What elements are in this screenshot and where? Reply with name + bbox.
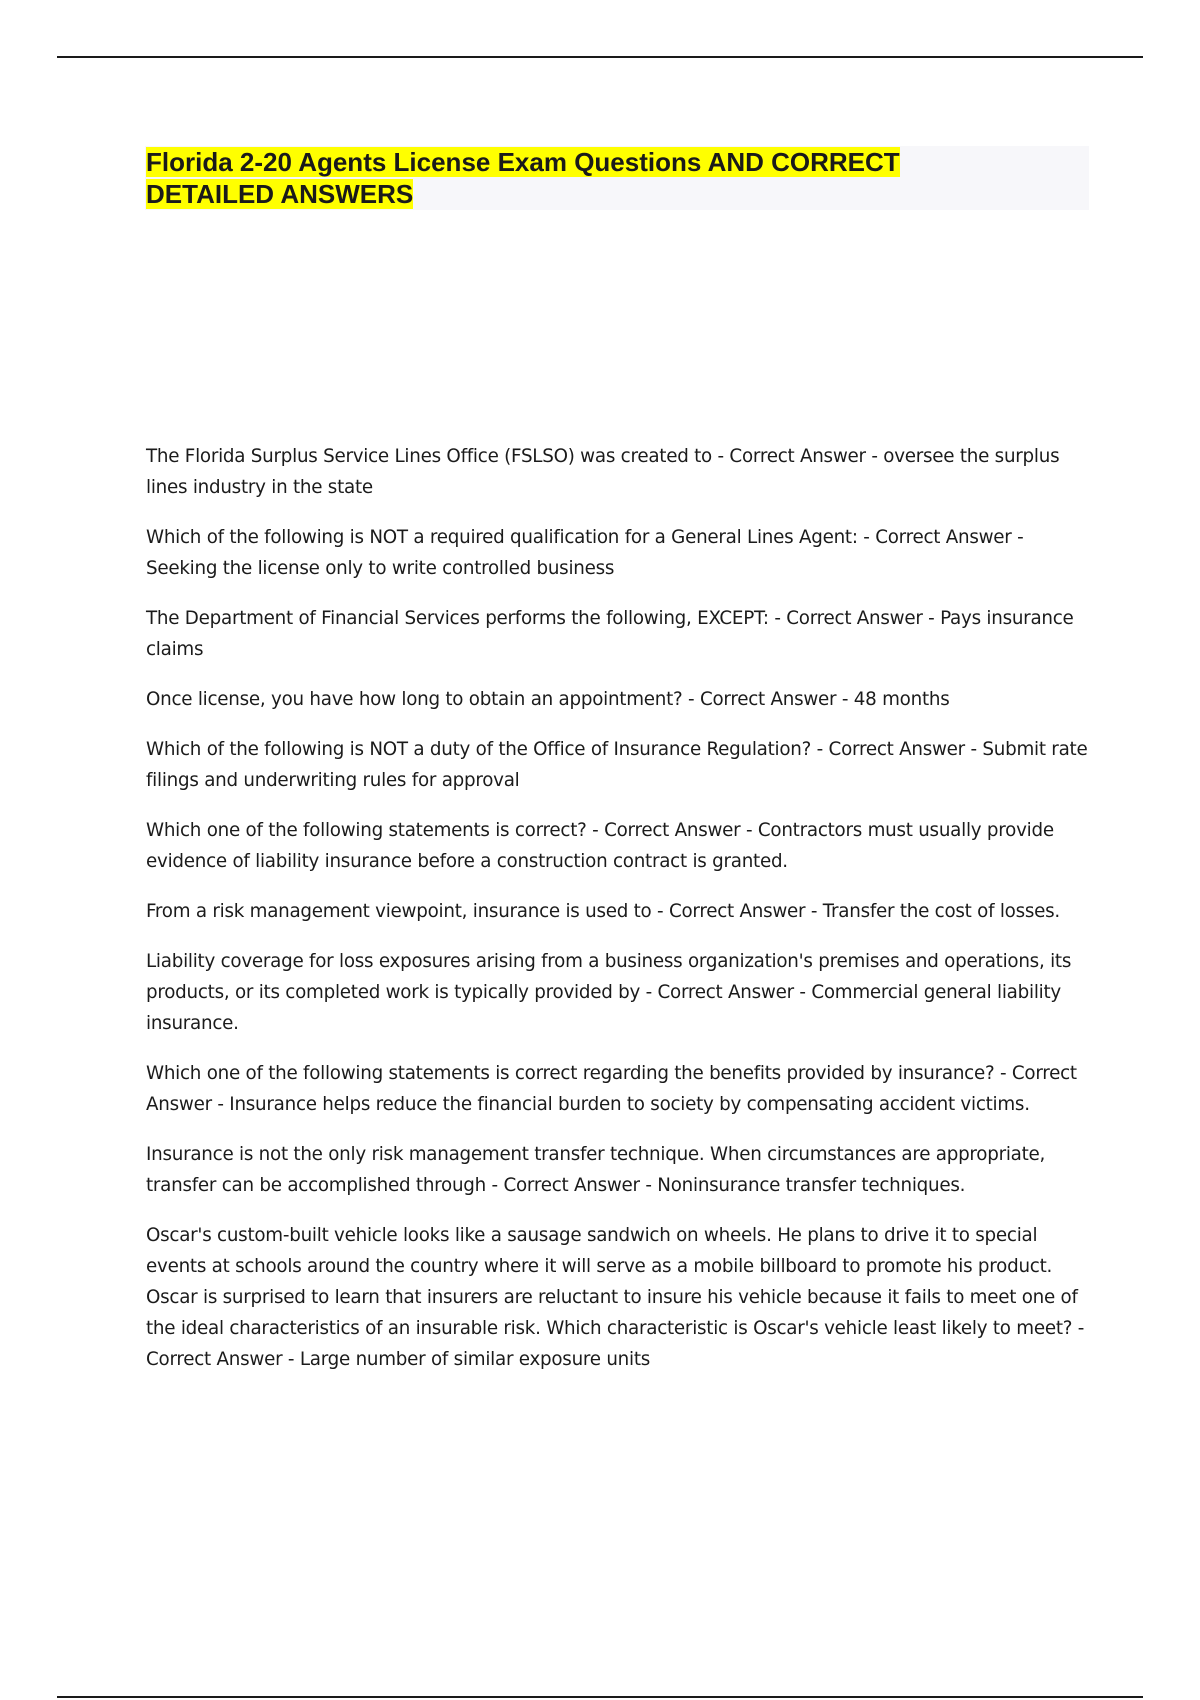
qa-item: Which of the following is NOT a required qualification for a General Lines Agent: - Correct Answer - Seeking the license only to write controlled business: [146, 527, 1024, 579]
document-title: [146, 146, 1006, 210]
qa-item: Oscar's custom-built vehicle looks like a sausage sandwich on wheels. He plans to drive it to special events at schools around the country where it will serve as a mobile billboard to promote his product. Oscar is surprised to learn that insurers are reluctant to insure his vehicle because it fails to meet one of the ideal characteristics of an insurable risk. Which characteristic is Oscar's vehicle least likely to meet? - Correct Answer - Large number of similar exposure units: [146, 1225, 1085, 1370]
qa-item: The Florida Surplus Service Lines Office (FSLSO) was created to - Correct Answer - oversee the surplus lines industry in the state: [146, 446, 1060, 498]
qa-item: Liability coverage for loss exposures arising from a business organization's premises and operations, its products, or its completed work is typically provided by - Correct Answer - Commercial general liability insurance.: [146, 951, 1072, 1034]
qa-item: Which one of the following statements is correct? - Correct Answer - Contractors must usually provide evidence of liability insurance before a construction contract is granted.: [146, 820, 1054, 872]
qa-item: Which of the following is NOT a duty of the Office of Insurance Regulation? - Correct Answer - Submit rate filings and underwriting rules for approval: [146, 739, 1088, 791]
header-rule: [57, 56, 1143, 58]
footer-rule: [57, 1696, 1143, 1698]
qa-item: Which one of the following statements is correct regarding the benefits provided by insurance? - Correct Answer - Insurance helps reduce the financial burden to society by compensating accident victims.: [146, 1063, 1077, 1115]
document-title-text: Florida 2-20 Agents License Exam Questions AND CORRECT DETAILED ANSWERS: [146, 147, 900, 209]
qa-item: Once license, you have how long to obtain an appointment? - Correct Answer - 48 months: [146, 689, 950, 710]
qa-list: [146, 441, 1096, 1394]
qa-item: The Department of Financial Services performs the following, EXCEPT: - Correct Answer - Pays insurance claims: [146, 608, 1074, 660]
qa-item: Insurance is not the only risk management transfer technique. When circumstances are appropriate, transfer can be accomplished through - Correct Answer - Noninsurance transfer techniques.: [146, 1144, 1046, 1196]
qa-item: From a risk management viewpoint, insurance is used to - Correct Answer - Transfer the cost of losses.: [146, 901, 1060, 922]
